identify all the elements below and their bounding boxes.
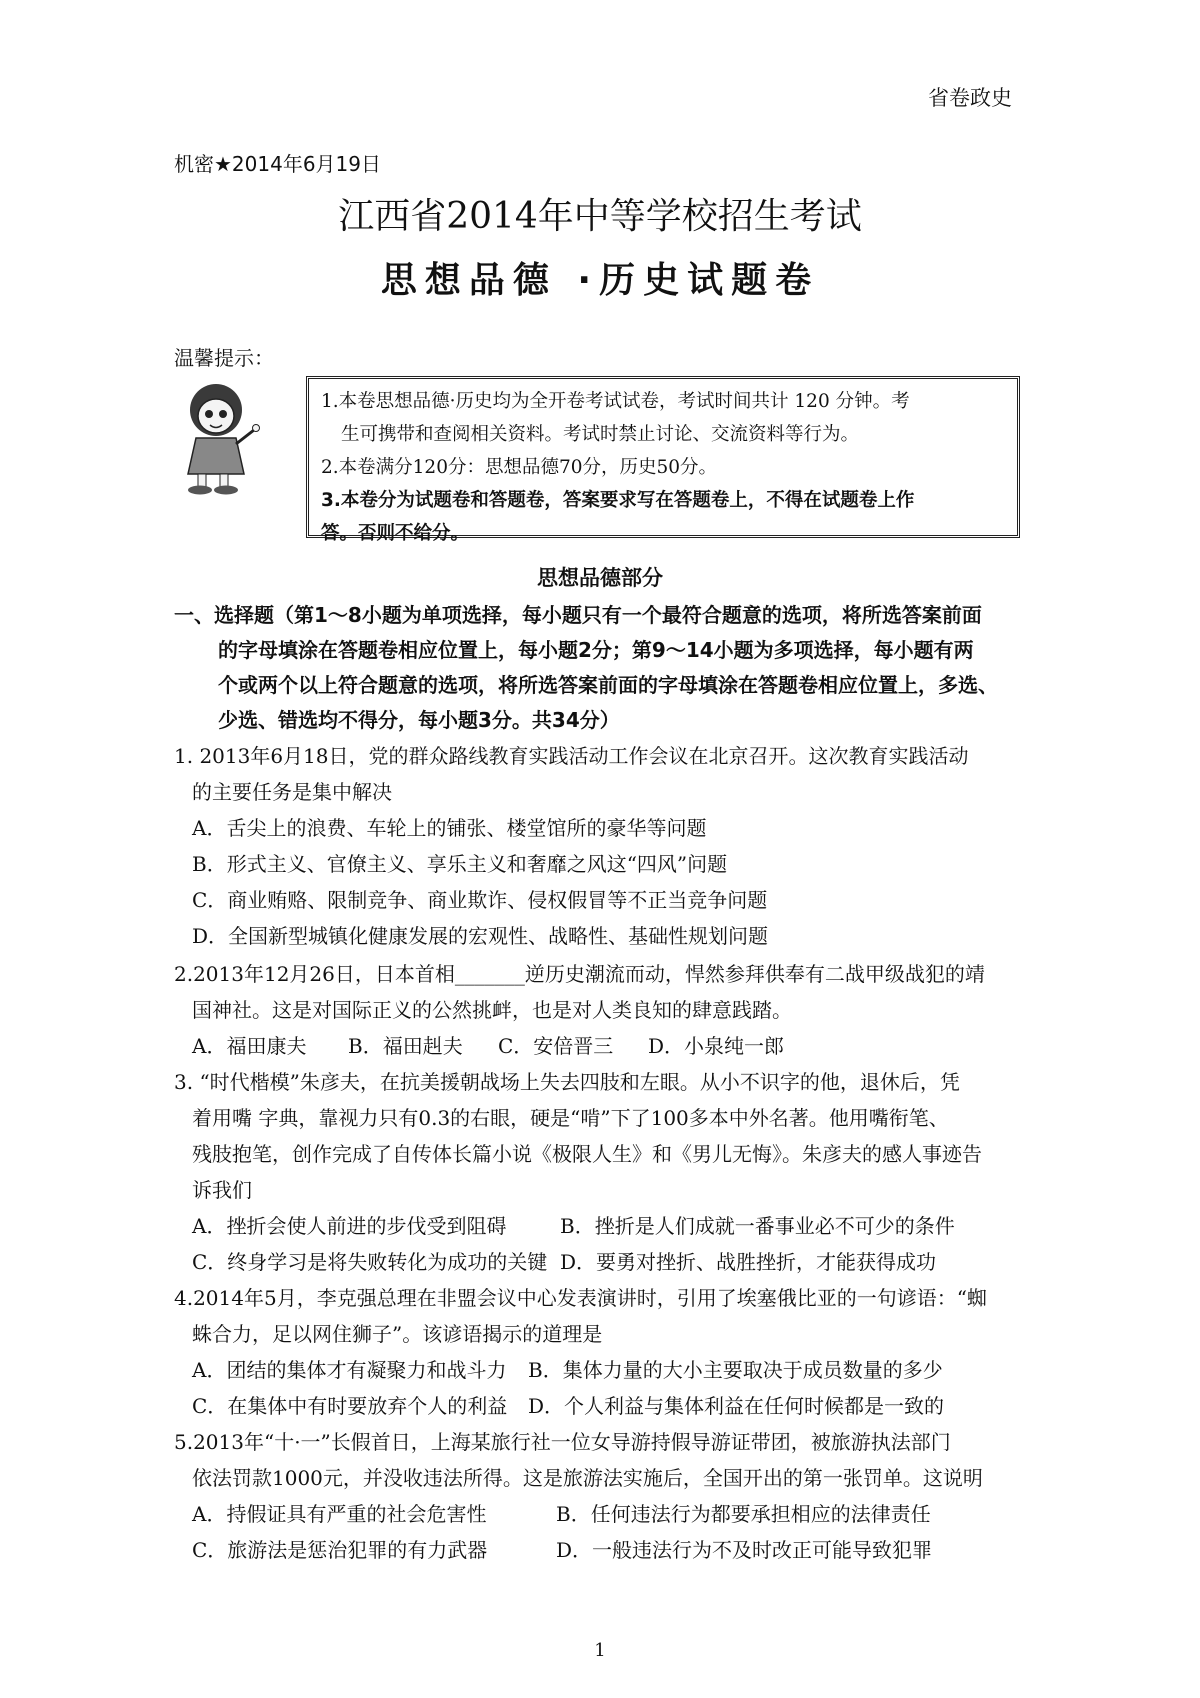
girl-cartoon-illustration bbox=[172, 378, 272, 498]
notice-item-3: 3.本卷分为试题卷和答题卷，答案要求写在答题卷上，不得在试题卷上作 bbox=[321, 490, 915, 511]
question-5 bbox=[174, 1424, 1054, 1568]
question-text: 2.2013年12月26日，日本首相_______逆历史潮流而动，悍然参拜供奉有二战甲级战犯的靖 bbox=[174, 962, 985, 986]
question-text: 蛛合力，足以网住狮子”。该谚语揭示的道理是 bbox=[192, 1322, 603, 1346]
option-d: D．个人利益与集体利益在任何时候都是一致的 bbox=[528, 1394, 945, 1418]
tips-label: 温馨提示： bbox=[174, 346, 274, 370]
option-d: D．一般违法行为不及时改正可能导致犯罪 bbox=[556, 1538, 933, 1562]
option-b: B．形式主义、官僚主义、享乐主义和奢靡之风这“四风”问题 bbox=[192, 852, 728, 876]
exam-subtitle: 思想品德 ·历史试题卷 bbox=[380, 260, 820, 301]
option-a: A．福田康夫 bbox=[192, 1034, 307, 1058]
corner-label: 省卷政史 bbox=[928, 86, 1012, 110]
options-row bbox=[174, 1208, 1054, 1244]
question-text: 着用嘴 字典，靠视力只有0.3的右眼，硬是“啃”下了100多本中外名著。他用嘴衔笔、 bbox=[192, 1106, 949, 1130]
option-d: D．全国新型城镇化健康发展的宏观性、战略性、基础性规划问题 bbox=[192, 924, 769, 948]
instruction-line: 少选、错选均不得分，每小题3分。共34分） bbox=[218, 708, 620, 732]
option-a: A．挫折会使人前进的步伐受到阻碍 bbox=[192, 1214, 507, 1238]
notice-item-2: 2.本卷满分120分：思想品德70分，历史50分。 bbox=[321, 457, 718, 478]
question-text: 国神社。这是对国际正义的公然挑衅，也是对人类良知的肆意践踏。 bbox=[192, 998, 792, 1022]
section-instructions bbox=[174, 598, 1044, 738]
option-b: B．挫折是人们成就一番事业必不可少的条件 bbox=[560, 1214, 955, 1238]
option-d: D．小泉纯一郎 bbox=[648, 1034, 785, 1058]
exam-title: 江西省2014年中等学校招生考试 bbox=[338, 196, 862, 237]
option-c: C．旅游法是惩治犯罪的有力武器 bbox=[192, 1538, 488, 1562]
question-text: 残肢抱笔，创作完成了自传体长篇小说《极限人生》和《男儿无悔》。朱彦夫的感人事迹告 bbox=[192, 1142, 982, 1166]
options-row bbox=[174, 1388, 1054, 1424]
option-c: C．商业贿赂、限制竞争、商业欺诈、侵权假冒等不正当竞争问题 bbox=[192, 888, 768, 912]
secret-date-line: 机密★2014年6月19日 bbox=[174, 152, 382, 176]
option-b: B．集体力量的大小主要取决于成员数量的多少 bbox=[528, 1358, 943, 1382]
section-title: 思想品德部分 bbox=[537, 566, 663, 590]
question-text: 4.2014年5月，李克强总理在非盟会议中心发表演讲时，引用了埃塞俄比亚的一句谚语：“蜘 bbox=[174, 1286, 987, 1310]
option-c: C．在集体中有时要放弃个人的利益 bbox=[192, 1394, 508, 1418]
question-text: 依法罚款1000元，并没收违法所得。这是旅游法实施后，全国开出的第一张罚单。这说明 bbox=[192, 1466, 983, 1490]
option-b: B．福田赳夫 bbox=[348, 1034, 463, 1058]
options-row bbox=[174, 1028, 1054, 1064]
notice-item-1: 1.本卷思想品德·历史均为全开卷考试试卷，考试时间共计 120 分钟。考 bbox=[321, 391, 910, 412]
question-1 bbox=[174, 738, 1054, 954]
options-row bbox=[174, 1244, 1054, 1280]
option-a: A．舌尖上的浪费、车轮上的铺张、楼堂馆所的豪华等问题 bbox=[192, 816, 707, 840]
notice-item-1-cont: 生可携带和查阅相关资料。考试时禁止讨论、交流资料等行为。 bbox=[341, 424, 860, 445]
option-d: D．要勇对挫折、战胜挫折，才能获得成功 bbox=[560, 1250, 937, 1274]
question-text: 诉我们 bbox=[192, 1178, 252, 1202]
notice-box bbox=[306, 376, 1020, 544]
question-text: 1. 2013年6月18日，党的群众路线教育实践活动工作会议在北京召开。这次教育实践活动 bbox=[174, 744, 969, 768]
option-a: A．持假证具有严重的社会危害性 bbox=[192, 1502, 487, 1526]
question-3 bbox=[174, 1064, 1054, 1280]
question-4 bbox=[174, 1280, 1054, 1424]
question-text: 的主要任务是集中解决 bbox=[192, 780, 392, 804]
instruction-line: 的字母填涂在答题卷相应位置上，每小题2分；第9～14小题为多项选择，每小题有两 bbox=[218, 638, 974, 662]
option-c: C．安倍晋三 bbox=[498, 1034, 614, 1058]
question-text: 5.2013年“十·一”长假首日，上海某旅行社一位女导游持假导游证带团，被旅游执法部门 bbox=[174, 1430, 951, 1454]
instruction-line: 一、选择题（第1～8小题为单项选择，每小题只有一个最符合题意的选项，将所选答案前面 bbox=[174, 603, 982, 627]
option-a: A．团结的集体才有凝聚力和战斗力 bbox=[192, 1358, 507, 1382]
question-text: 3. “时代楷模”朱彦夫，在抗美援朝战场上失去四肢和左眼。从小不识字的他，退休后，凭 bbox=[174, 1070, 960, 1094]
options-row bbox=[174, 1532, 1054, 1568]
option-c: C．终身学习是将失败转化为成功的关键 bbox=[192, 1250, 548, 1274]
instruction-line: 个或两个以上符合题意的选项，将所选答案前面的字母填涂在答题卷相应位置上，多选、 bbox=[218, 673, 998, 697]
options-row bbox=[174, 1352, 1054, 1388]
options-row bbox=[174, 1496, 1054, 1532]
option-b: B．任何违法行为都要承担相应的法律责任 bbox=[556, 1502, 931, 1526]
question-2 bbox=[174, 956, 1054, 1064]
page-number: 1 bbox=[594, 1640, 606, 1661]
notice-item-3-cont: 答。否则不给分。 bbox=[321, 523, 470, 544]
